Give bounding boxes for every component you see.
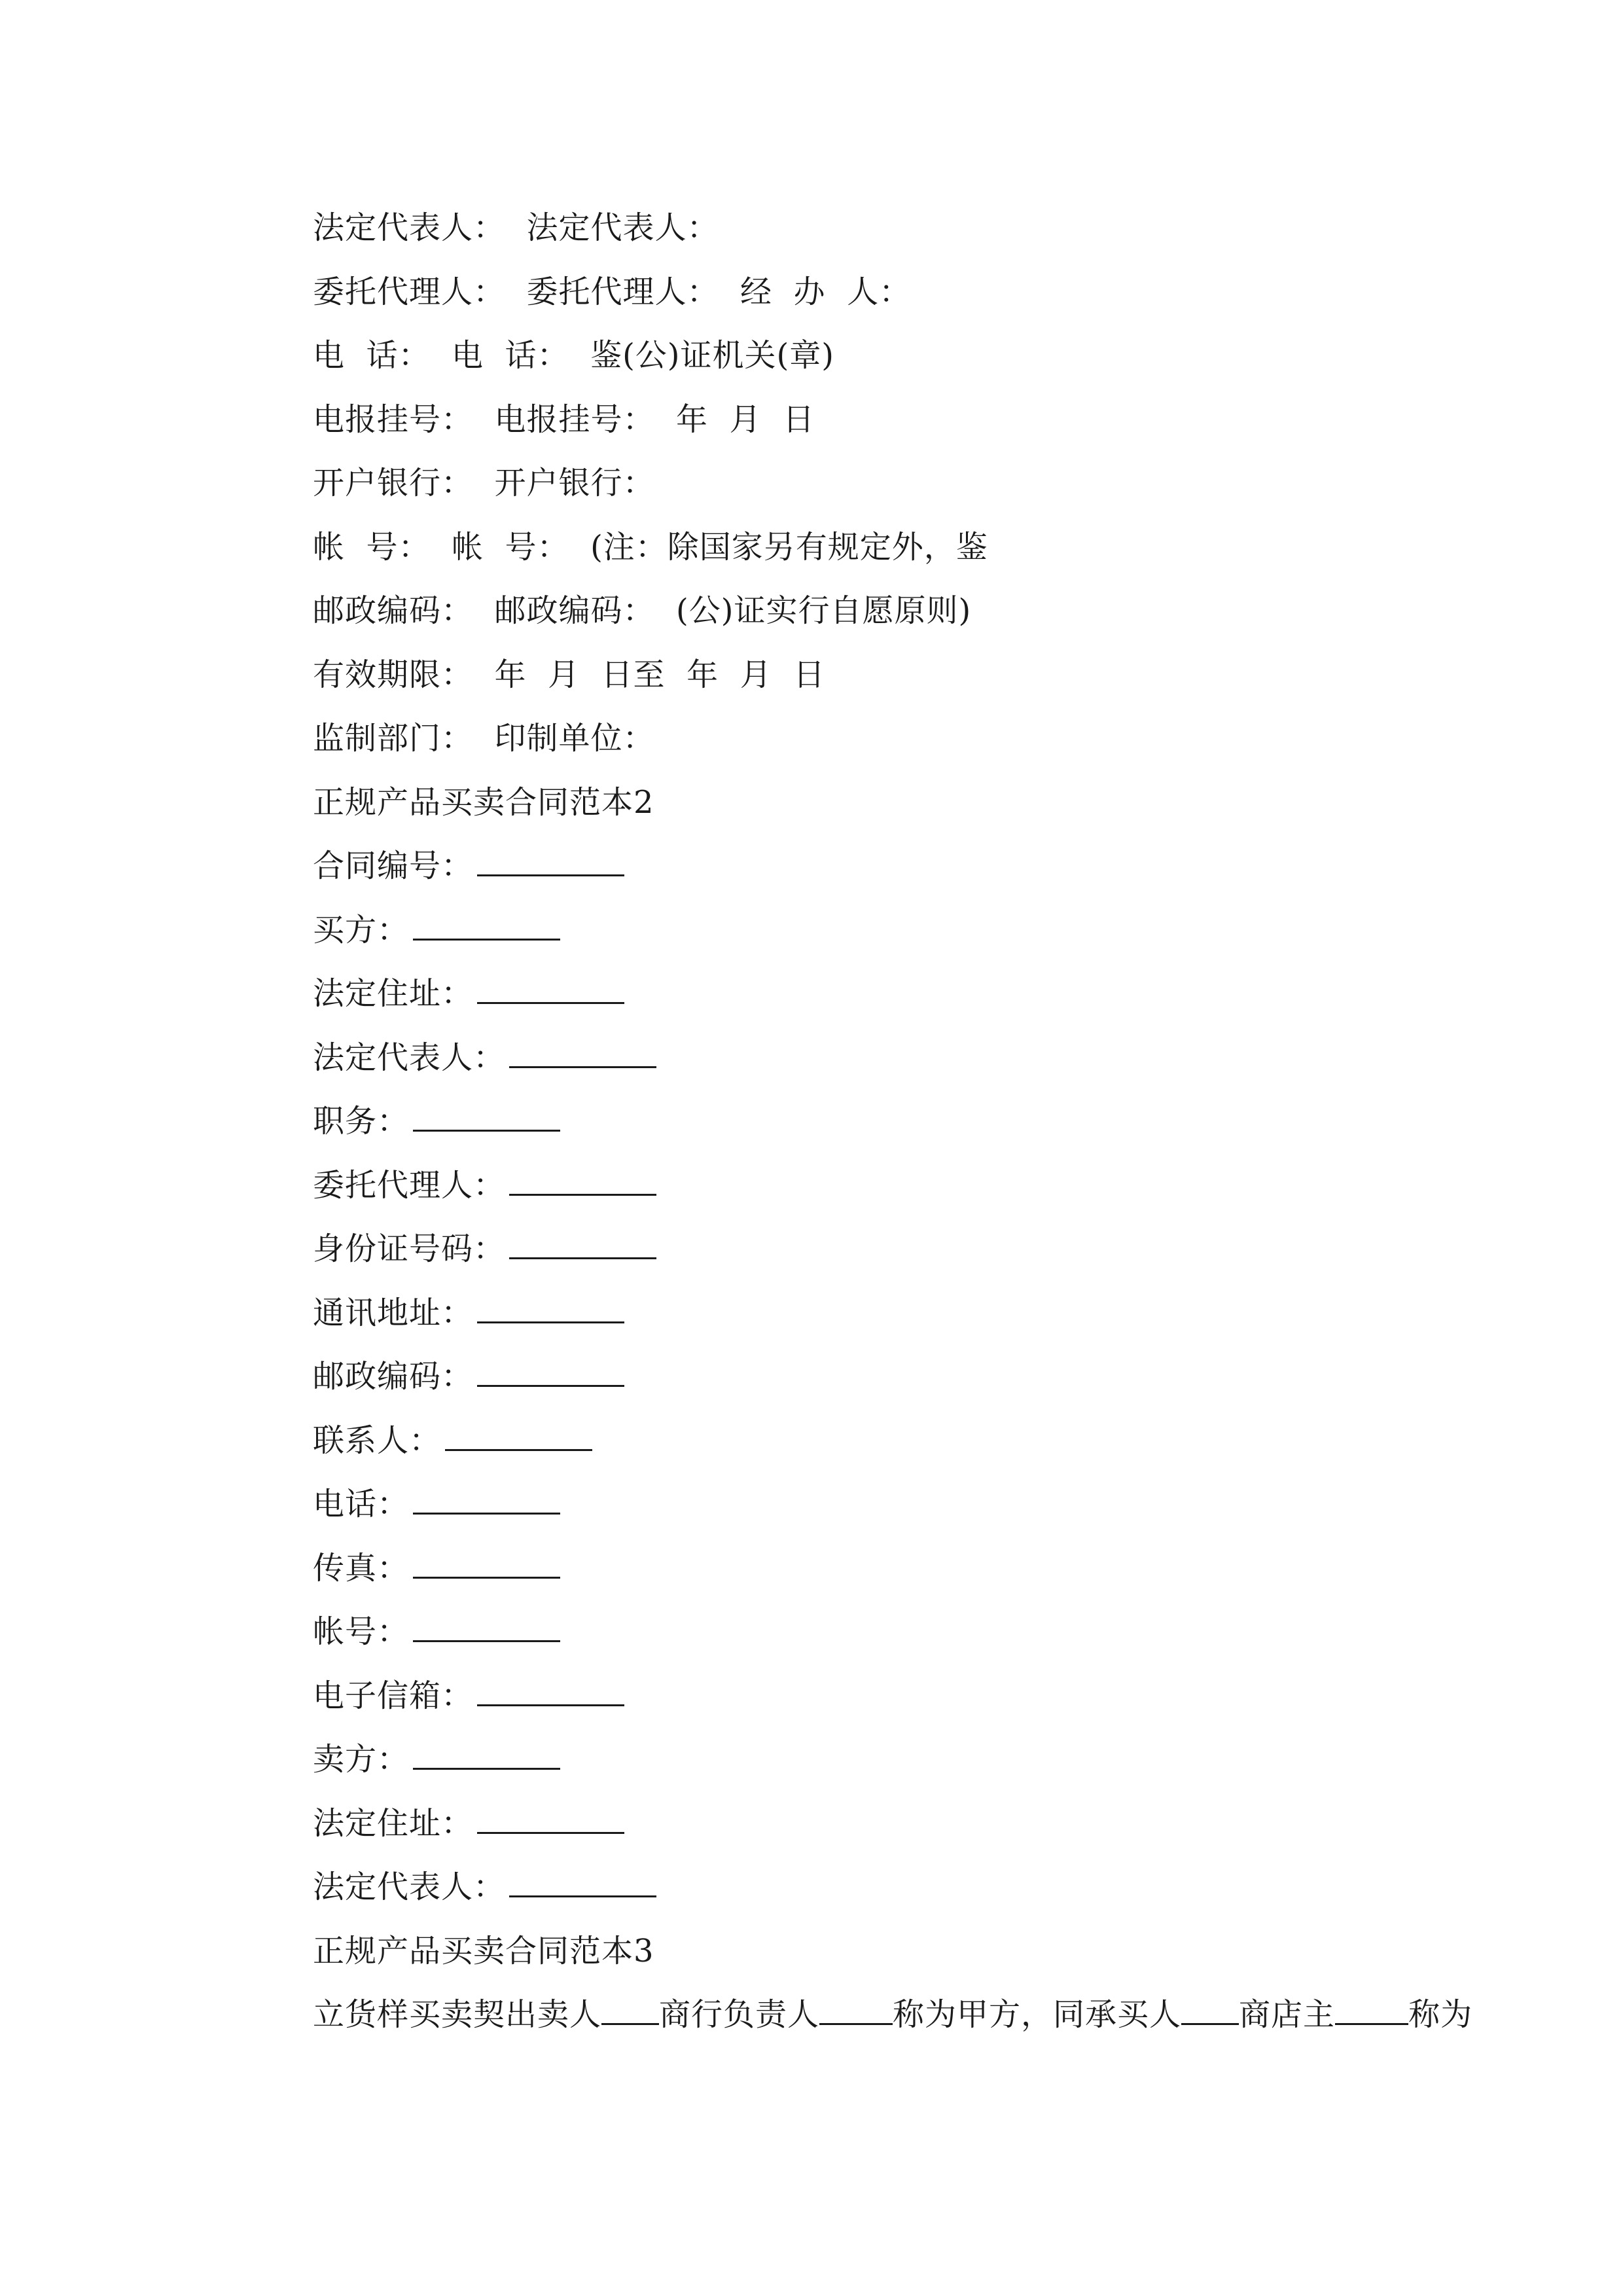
- field-label: 通讯地址：: [313, 1294, 474, 1331]
- text-segment: 商行负责人: [659, 1996, 820, 2033]
- fill-in-blank[interactable]: [819, 1997, 893, 2025]
- field-fax: [313, 1537, 1425, 1601]
- field-label: 联系人：: [313, 1422, 442, 1459]
- field-agent: [313, 1154, 1425, 1218]
- field-postal-code: [313, 1345, 1425, 1409]
- text-line: 电 话： 电 话： 鉴(公)证机关(章): [313, 337, 834, 374]
- field-label: 法定住址：: [313, 1804, 474, 1842]
- text-line: 开户银行： 开户银行：: [313, 465, 655, 501]
- fill-in-blank[interactable]: [477, 971, 624, 1004]
- field-legal-representative: [313, 1026, 1425, 1090]
- fill-in-blank[interactable]: [1335, 1997, 1408, 2025]
- fill-in-blank[interactable]: [413, 1736, 560, 1770]
- field-label: 买方：: [313, 911, 410, 948]
- field-email: [313, 1664, 1425, 1729]
- fill-in-blank[interactable]: [413, 907, 560, 941]
- field-label: 职务：: [313, 1103, 410, 1139]
- field-seller-legal-representative: [313, 1856, 1425, 1920]
- text-line: 法定代表人： 法定代表人：: [313, 209, 719, 246]
- fill-in-blank[interactable]: [477, 1673, 624, 1706]
- field-label: 帐号：: [313, 1613, 410, 1650]
- field-mailing-address: [313, 1282, 1425, 1346]
- fill-in-blank[interactable]: [509, 1864, 656, 1897]
- field-label: 邮政编码：: [313, 1358, 474, 1395]
- field-buyer: [313, 899, 1425, 963]
- text-segment: 立货样买卖契出卖人: [313, 1996, 602, 2033]
- fill-in-blank[interactable]: [477, 1354, 624, 1387]
- field-account: [313, 1600, 1425, 1664]
- field-contact-person: [313, 1409, 1425, 1473]
- section-heading-2: 正规产品买卖合同范本2: [313, 783, 654, 821]
- fill-in-blank[interactable]: [413, 1098, 560, 1132]
- fill-in-blank[interactable]: [477, 843, 624, 876]
- fill-in-blank[interactable]: [413, 1481, 560, 1515]
- field-label: 委托代理人：: [313, 1166, 506, 1204]
- document-body: [313, 196, 1473, 2047]
- field-contract-number: [313, 834, 1425, 899]
- fill-in-blank[interactable]: [509, 1226, 656, 1259]
- field-seller-legal-address: [313, 1792, 1425, 1856]
- fill-in-blank[interactable]: [601, 1997, 659, 2025]
- fill-in-blank[interactable]: [1181, 1997, 1239, 2025]
- text-line: 监制部门： 印制单位：: [313, 720, 655, 757]
- text-segment: 称为甲方，同承买人: [893, 1996, 1182, 2033]
- field-label: 法定代表人：: [313, 1039, 506, 1076]
- field-id-number: [313, 1217, 1425, 1282]
- fill-in-blank[interactable]: [445, 1418, 592, 1451]
- fill-in-blank[interactable]: [477, 1290, 624, 1323]
- field-position: [313, 1090, 1425, 1154]
- field-legal-address: [313, 962, 1425, 1026]
- field-label: 电话：: [313, 1486, 410, 1522]
- text-line: 委托代理人： 委托代理人： 经 办 人：: [313, 273, 912, 310]
- field-label: 法定住址：: [313, 975, 474, 1012]
- field-label: 法定代表人：: [313, 1869, 506, 1905]
- text-segment: 称为: [1408, 1996, 1473, 2033]
- text-segment: 商店主: [1239, 1996, 1336, 2033]
- field-label: 电子信箱：: [313, 1677, 474, 1714]
- fill-in-blank[interactable]: [413, 1545, 560, 1579]
- field-seller: [313, 1728, 1425, 1792]
- text-line: 帐 号： 帐 号： (注：除国家另有规定外，鉴: [313, 528, 988, 565]
- fill-in-blank[interactable]: [509, 1162, 656, 1196]
- text-line: 电报挂号： 电报挂号： 年 月 日: [313, 401, 815, 438]
- field-label: 卖方：: [313, 1741, 410, 1778]
- contract-opening-line: [313, 1983, 1473, 2047]
- text-line: 有效期限： 年 月 日至 年 月 日: [313, 656, 826, 693]
- fill-in-blank[interactable]: [413, 1609, 560, 1642]
- fill-in-blank[interactable]: [477, 1801, 624, 1834]
- text-line: 邮政编码： 邮政编码： (公)证实行自愿原则): [313, 592, 972, 629]
- field-label: 身份证号码：: [313, 1230, 506, 1267]
- field-phone: [313, 1473, 1425, 1537]
- fill-in-blank[interactable]: [509, 1035, 656, 1068]
- field-label: 合同编号：: [313, 848, 474, 884]
- section-heading-3: 正规产品买卖合同范本3: [313, 1932, 654, 1969]
- field-label: 传真：: [313, 1549, 410, 1587]
